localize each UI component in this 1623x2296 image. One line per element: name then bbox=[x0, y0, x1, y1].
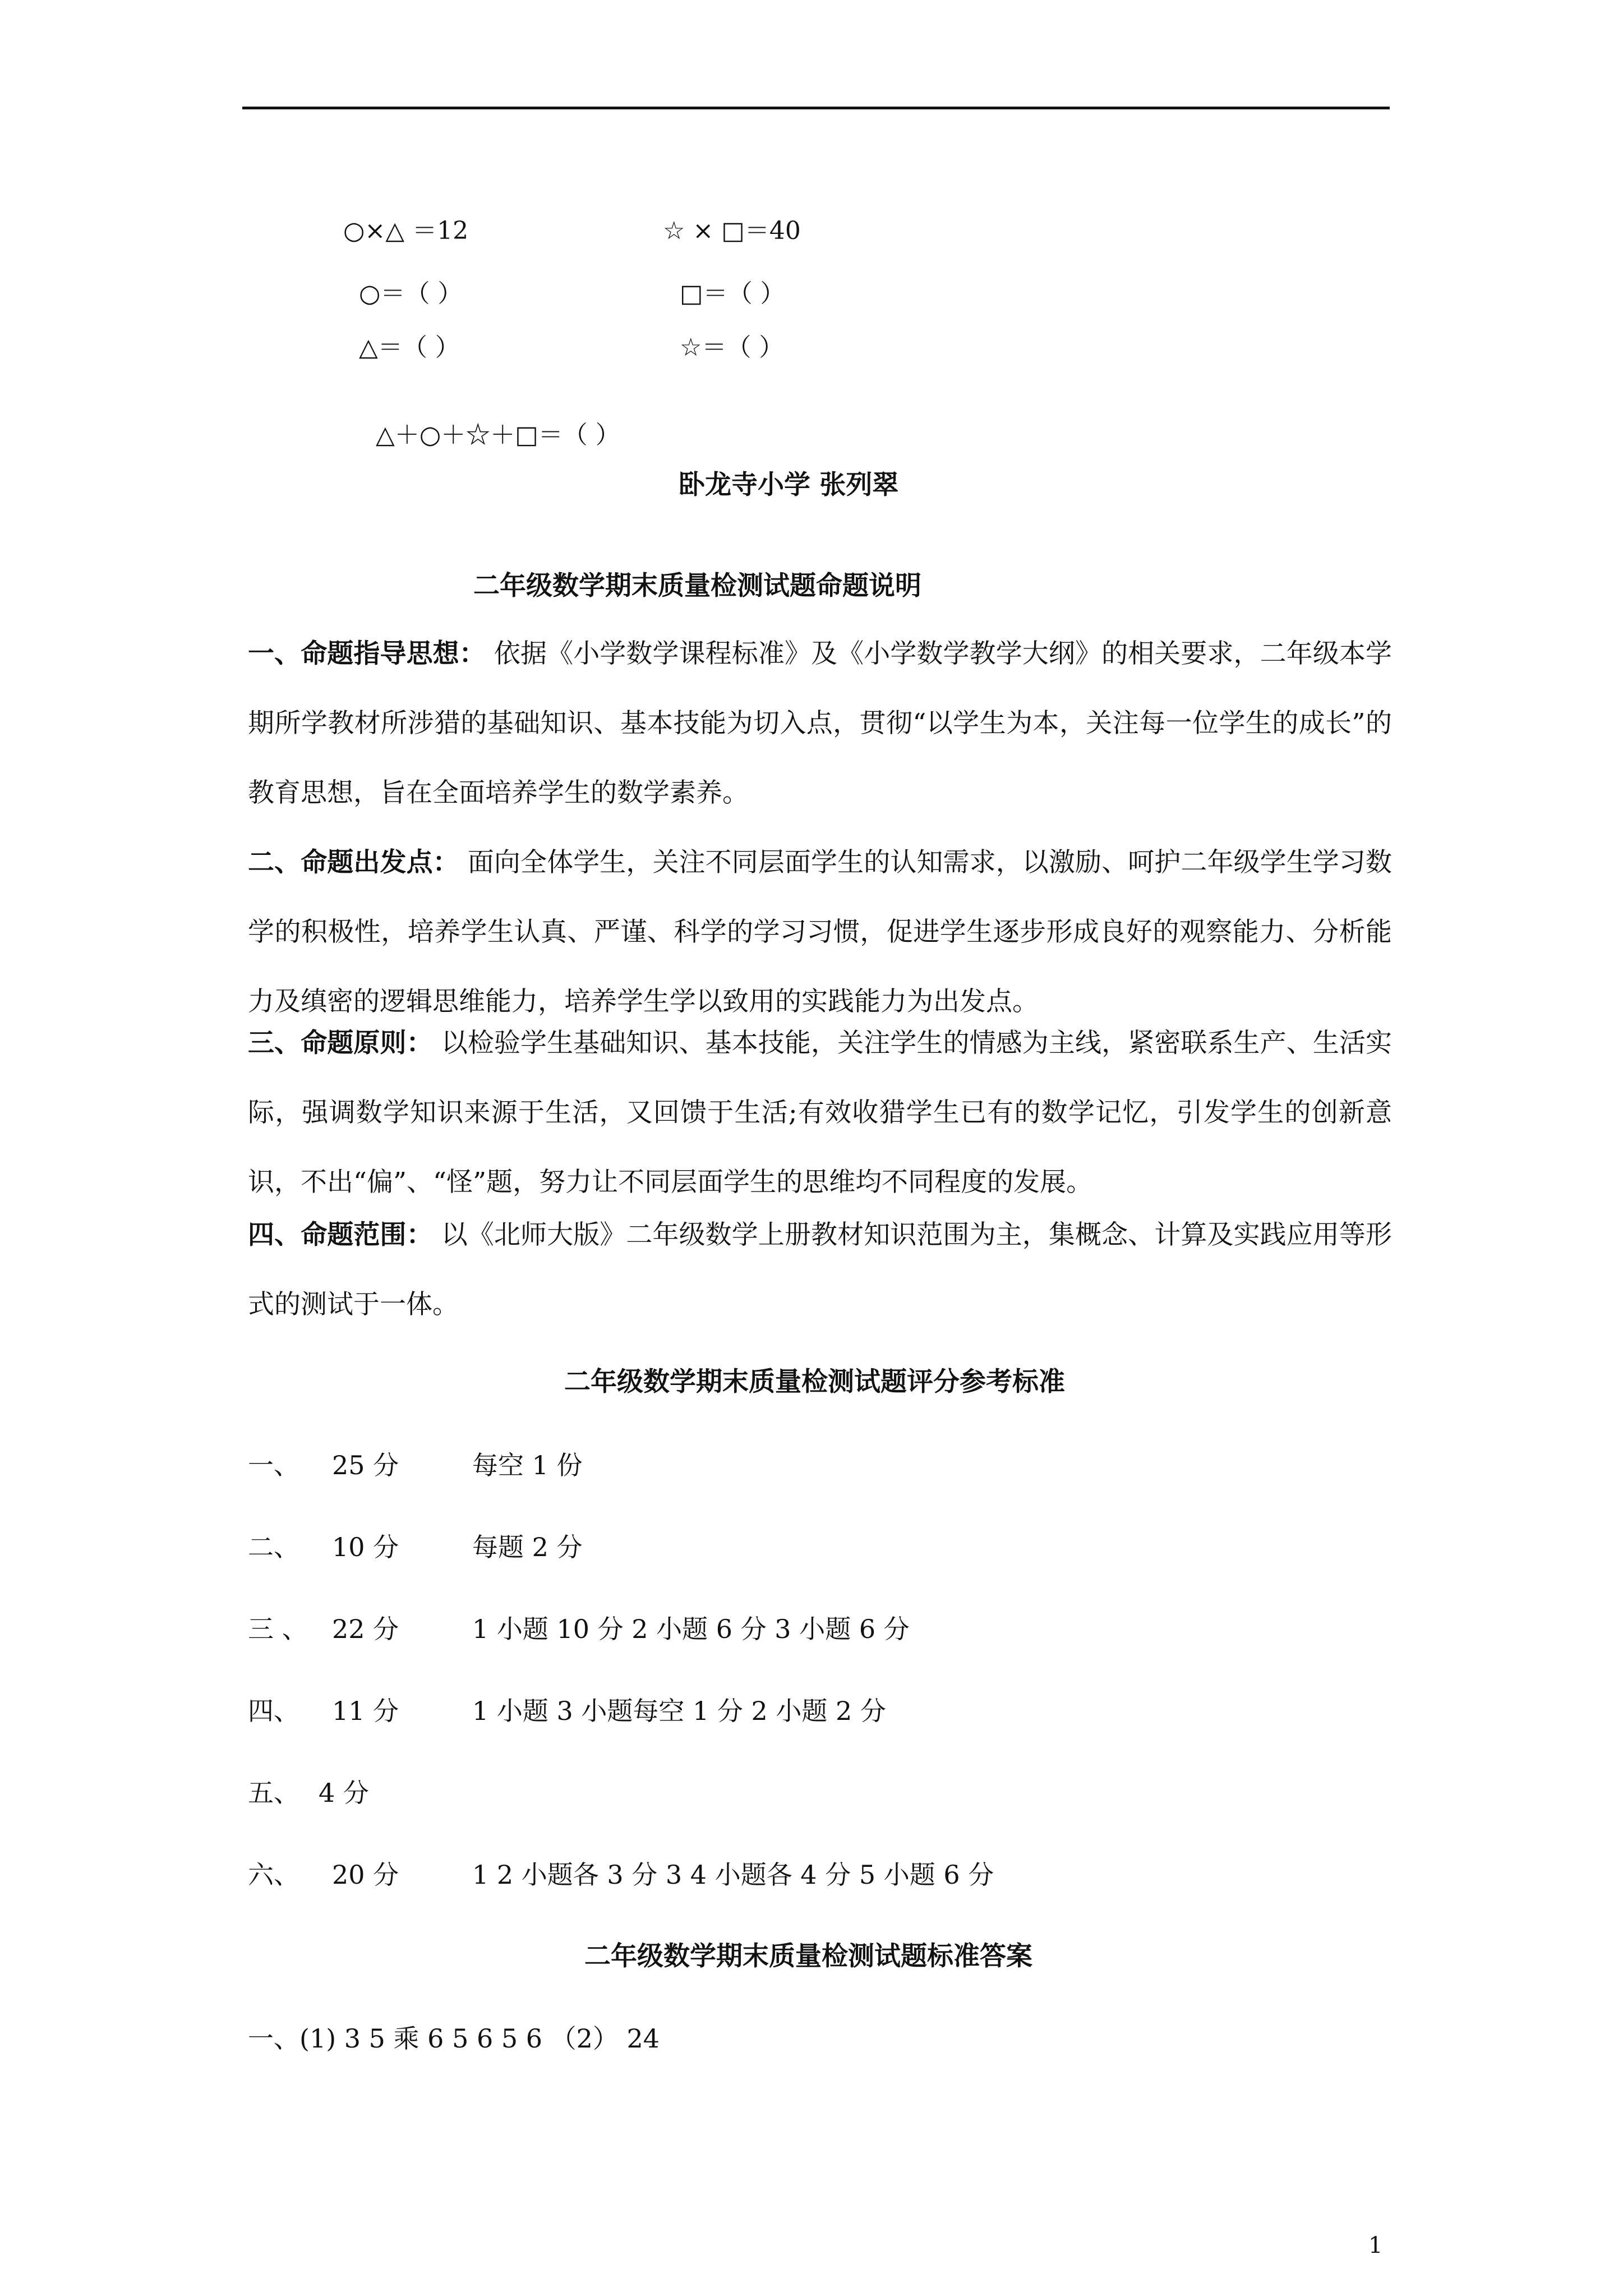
score-row-2-num: 二、 bbox=[248, 1532, 299, 1562]
score-row-2-detail: 每题 2 分 bbox=[472, 1532, 583, 1562]
section-3-lead: 三、命题原则： bbox=[248, 1028, 433, 1059]
puzzle-star-answer: ☆＝（ ） bbox=[680, 333, 784, 362]
score-row-3-points: 22 分 bbox=[332, 1614, 399, 1644]
answers-line-1: 一、(1) 3 5 乘 6 5 6 5 6 （2） 24 bbox=[248, 2023, 660, 2054]
explanation-section-2 bbox=[248, 828, 1392, 1037]
explanation-title: 二年级数学期末质量检测试题命题说明 bbox=[473, 570, 921, 601]
score-row-6-num: 六、 bbox=[248, 1860, 299, 1890]
score-row-1-num: 一、 bbox=[248, 1450, 299, 1480]
score-row-4-num: 四、 bbox=[248, 1696, 299, 1726]
section-2-text: 面向全体学生，关注不同层面学生的认知需求，以激励、呵护二年级学生学习数学的积极性，培养学生认真、严谨、科学的学习习惯，促进学生逐步形成良好的观察能力、分析能力及缜密的逻辑思维能力，培养学生学以致用的实践能力为出发点。 bbox=[248, 847, 1393, 1017]
score-row-5-num: 五、 bbox=[248, 1778, 299, 1808]
section-1-text: 依据《小学数学课程标准》及《小学数学教学大纲》的相关要求，二年级本学期所学教材所涉猎的基础知识、基本技能为切入点，贯彻“以学生为本，关注每一位学生的成长”的教育思想，旨在全面培养学生的数学素养。 bbox=[248, 638, 1393, 808]
explanation-section-4 bbox=[248, 1200, 1392, 1340]
score-row-3-num: 三 、 bbox=[248, 1614, 308, 1644]
explanation-section-3 bbox=[248, 1009, 1392, 1217]
section-3-text: 以检验学生基础知识、基本技能，关注学生的情感为主线，紧密联系生产、生活实际，强调数学知识来源于生活，又回馈于生活;有效收猎学生已有的数学记忆，引发学生的创新意识，不出“偏”、“怪”题，努力让不同层面学生的思维均不同程度的发展。 bbox=[248, 1028, 1393, 1198]
section-4-lead: 四、命题范围： bbox=[248, 1220, 433, 1250]
score-row-3-detail: 1 小题 10 分 2 小题 6 分 3 小题 6 分 bbox=[472, 1614, 910, 1644]
section-4-text: 以《北师大版》二年级数学上册教材知识范围为主，集概念、计算及实践应用等形式的测试于一体。 bbox=[248, 1220, 1393, 1320]
scoring-title: 二年级数学期末质量检测试题评分参考标准 bbox=[564, 1366, 1065, 1397]
score-row-4-detail: 1 小题 3 小题每空 1 分 2 小题 2 分 bbox=[472, 1696, 886, 1726]
score-row-1-points: 25 分 bbox=[332, 1450, 399, 1480]
score-row-6-points: 20 分 bbox=[332, 1860, 399, 1890]
score-row-2-points: 10 分 bbox=[332, 1532, 399, 1562]
puzzle-square-answer: □＝（ ） bbox=[680, 279, 785, 308]
explanation-section-1 bbox=[248, 619, 1392, 828]
section-2-lead: 二、命题出发点： bbox=[248, 847, 459, 878]
puzzle-equation-1: ○×△ ＝12 bbox=[343, 217, 469, 245]
score-row-1-detail: 每空 1 份 bbox=[472, 1450, 583, 1480]
score-row-5-points: 4 分 bbox=[319, 1778, 369, 1808]
answers-title: 二年级数学期末质量检测试题标准答案 bbox=[584, 1941, 1032, 1972]
page-number: 1 bbox=[1368, 2233, 1383, 2258]
puzzle-sum: △＋○＋☆＋□＝（ ） bbox=[376, 421, 620, 449]
section-1-lead: 一、命题指导思想： bbox=[248, 638, 486, 669]
header-rule bbox=[242, 107, 1390, 109]
score-row-6-detail: 1 2 小题各 3 分 3 4 小题各 4 分 5 小题 6 分 bbox=[472, 1860, 994, 1890]
puzzle-triangle-answer: △＝（ ） bbox=[359, 333, 460, 362]
puzzle-circle-answer: ○＝（ ） bbox=[359, 279, 463, 308]
puzzle-equation-2: ☆ × □＝40 bbox=[663, 217, 801, 245]
author-line: 卧龙寺小学 张列翠 bbox=[679, 470, 899, 500]
score-row-4-points: 11 分 bbox=[332, 1696, 399, 1726]
